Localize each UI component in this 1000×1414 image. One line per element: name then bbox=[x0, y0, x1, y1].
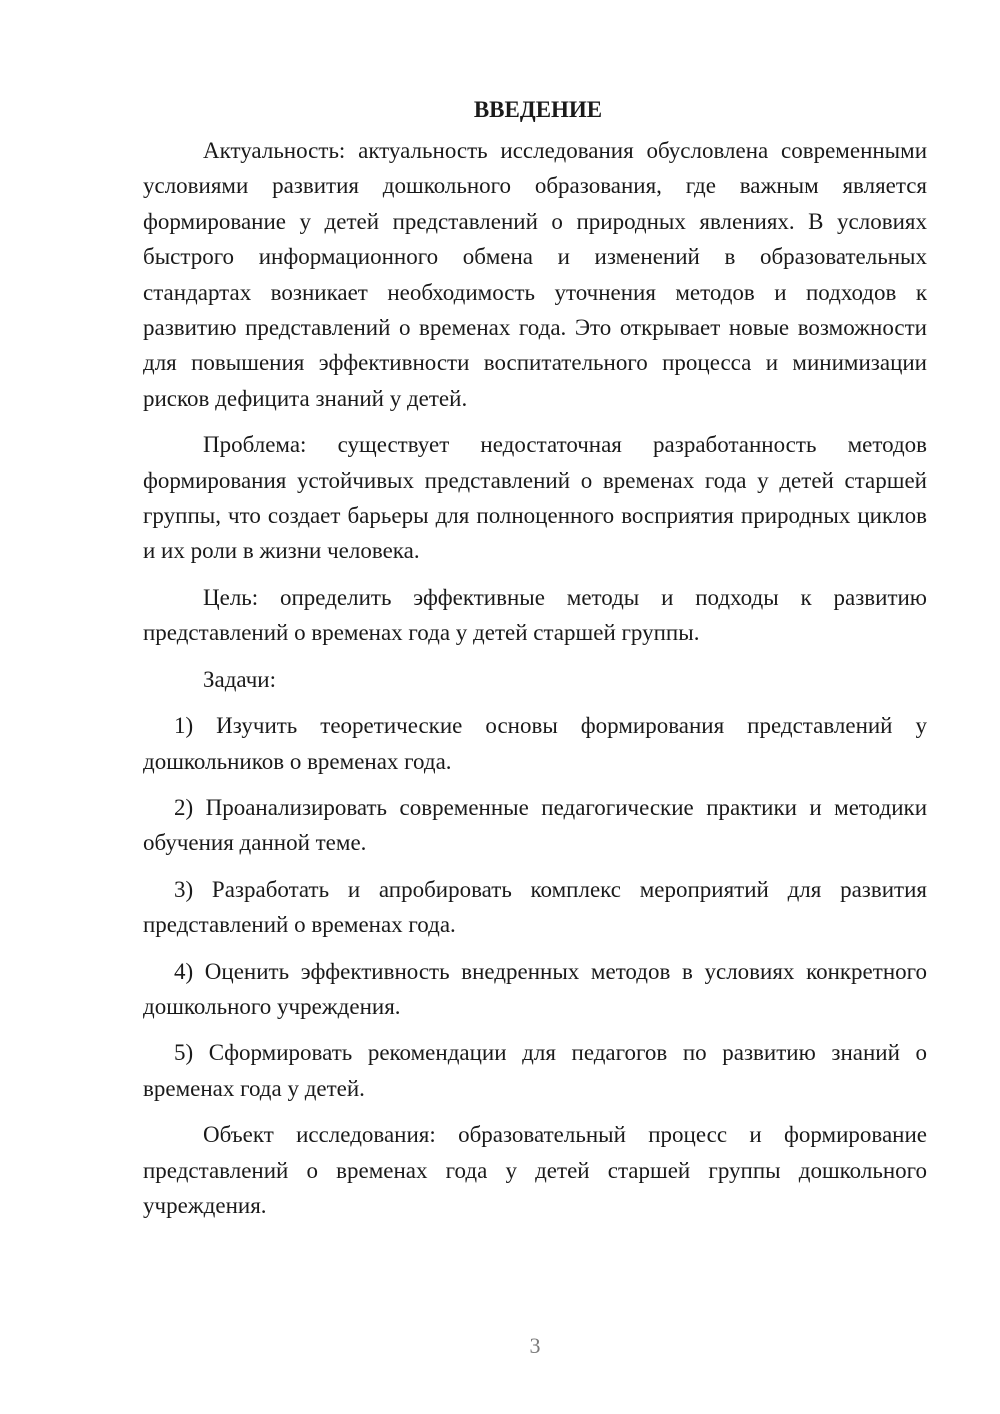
task-item: 1) Изучить теоретические основы формирования представлений у дошкольников о временах года. bbox=[143, 713, 927, 774]
relevance-paragraph: Актуальность: актуальность исследования обусловлена современными условиями развития дошкольного образования, где важным является формирование у детей представлений о природных явлениях. В условиях быстрого информационного обмена и изменений в образовательных стандартах возникает необходимость уточнения методов и подходов к развитию представлений о временах года. Это открывает новые возможности для повышения эффективности воспитательного процесса и минимизации рисков дефицита знаний у детей. bbox=[143, 138, 927, 411]
object-paragraph: Объект исследования: образовательный процесс и формирование представлений о временах года у детей старшей группы дошкольного учреждения. bbox=[143, 1122, 927, 1218]
problem-paragraph: Проблема: существует недостаточная разработанность методов формирования устойчивых представлений о временах года у детей старшей группы, что создает барьеры для полноценного восприятия природных циклов и их роли в жизни человека. bbox=[143, 432, 927, 564]
page-body bbox=[143, 92, 927, 1223]
task-item: 2) Проанализировать современные педагогические практики и методики обучения данной теме. bbox=[143, 794, 927, 856]
section-heading: ВВЕДЕНИЕ bbox=[473, 97, 603, 122]
tasks-label: Задачи: bbox=[203, 666, 276, 692]
page-number: 3 bbox=[529, 1333, 541, 1358]
task-item: 4) Оценить эффективность внедренных методов в условиях конкретного дошкольного учреждения. bbox=[143, 958, 927, 1019]
goal-paragraph: Цель: определить эффективные методы и подходы к развитию представлений о временах года у детей старшей группы. bbox=[143, 584, 927, 646]
task-item: 5) Сформировать рекомендации для педагогов по развитию знаний о временах года у детей. bbox=[143, 1040, 927, 1101]
task-item: 3) Разработать и апробировать комплекс мероприятий для развития представлений о временах года. bbox=[143, 876, 927, 938]
tasks-list bbox=[143, 708, 927, 1106]
